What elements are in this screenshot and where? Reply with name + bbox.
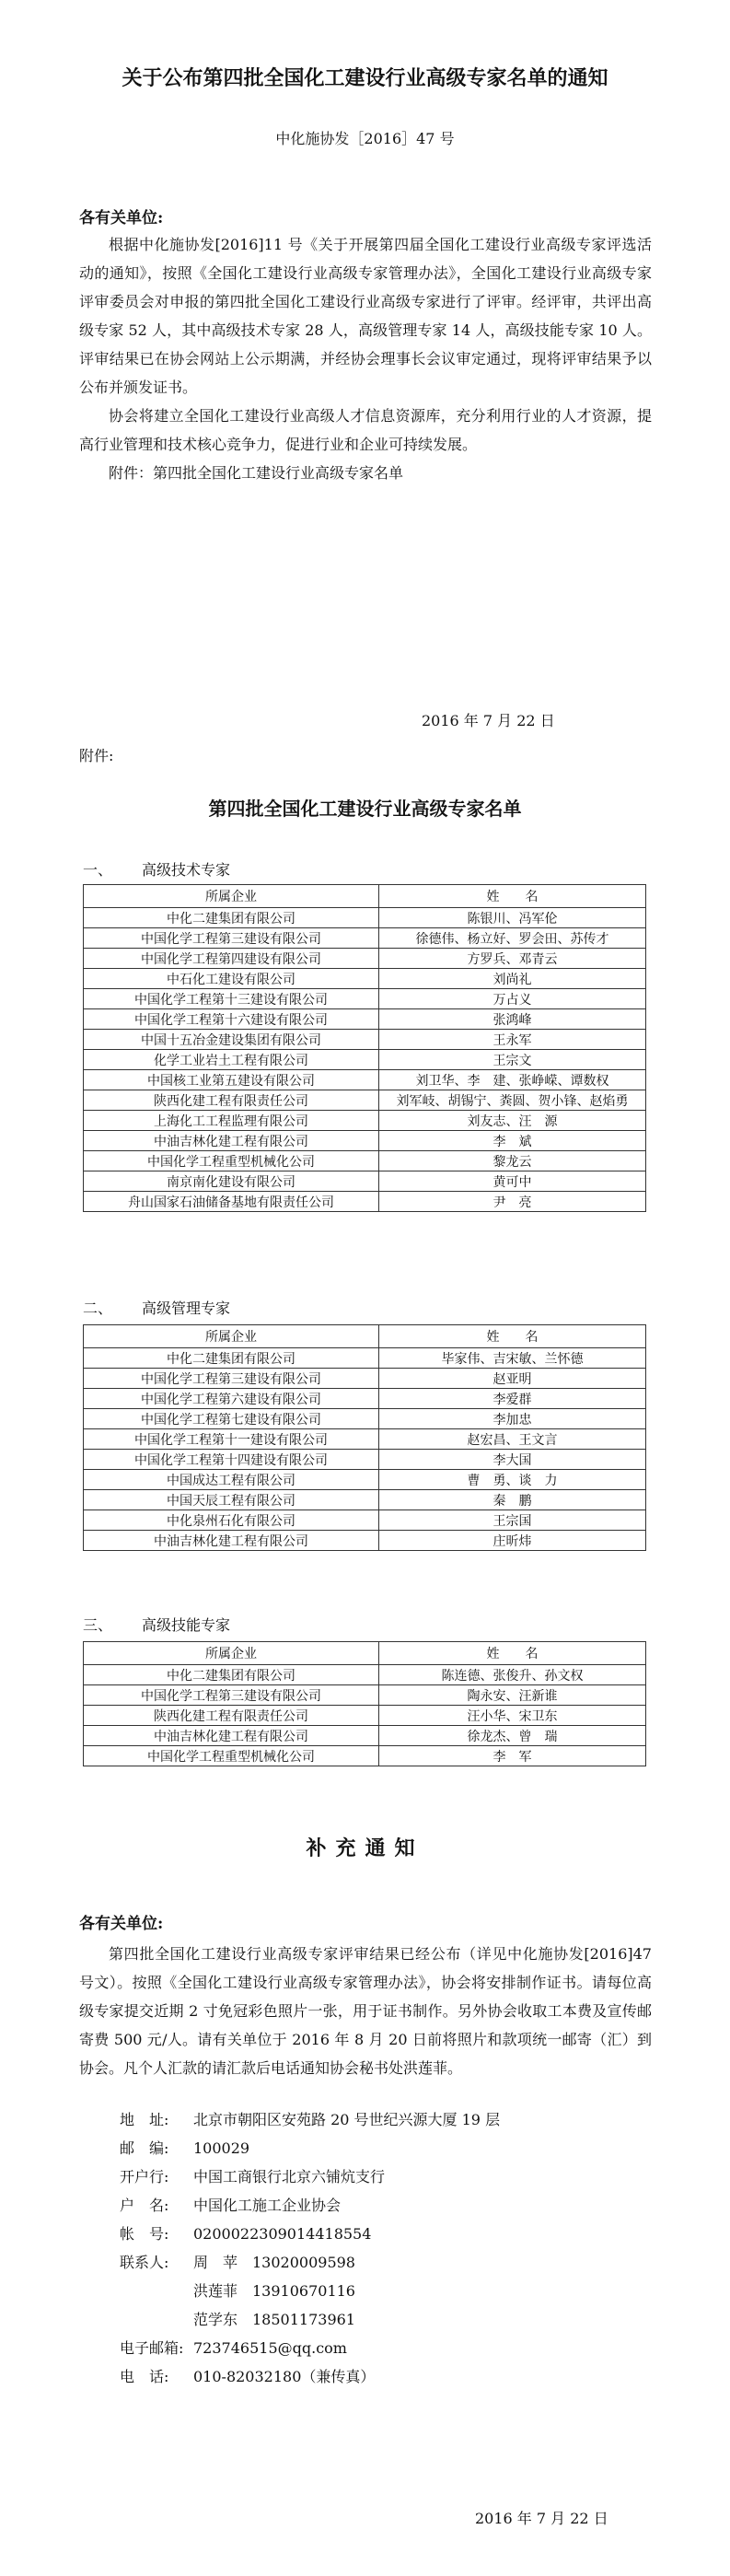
table-row: [84, 1665, 646, 1685]
table-header-row: [84, 1325, 646, 1348]
table-row: [84, 1131, 646, 1151]
table-row: [84, 1369, 646, 1389]
supplement-date: 2016 年 7 月 22 日: [475, 2510, 608, 2527]
table-header-row: [84, 885, 646, 908]
notice-salutation: 各有关单位:: [79, 209, 164, 227]
company-cell: 南京南化建设有限公司: [84, 1171, 379, 1192]
section-technical-heading: [83, 858, 230, 880]
company-cell: 中化二建集团有限公司: [84, 1665, 379, 1685]
contact-value: 洪莲菲 13910670116: [193, 2282, 355, 2300]
expert-names-cell: 黄可中: [379, 1171, 646, 1192]
notice-paragraph-1: 根据中化施协发[2016]11 号《关于开展第四届全国化工建设行业高级专家评选活动的通知》，按照《全国化工建设行业高级专家管理办法》，全国化工建设行业高级专家评审委员会对申报的第四批全国化工建设行业高级专家进行了评审。经评审，共评出高级专家 52 人，其中高级技术专家 28 人，高级管理专家 14 人，高级技能专家 10 人。评审结果已在协会网站上公示期满，并经协会理事长会议审定通过，现将评审结果予以公布并颁发证书。: [79, 236, 652, 396]
expert-names-cell: 刘卫华、李 建、张峥嵘、谭数权: [379, 1070, 646, 1090]
table-row: [84, 1470, 646, 1490]
notice-paragraph-2: 协会将建立全国化工建设行业高级人才信息资源库，充分利用行业的人才资源，提高行业管理和技术核心竞争力，促进行业和企业可持续发展。: [79, 407, 652, 453]
contact-value: 周 苹 13020009598: [193, 2254, 355, 2271]
expert-names-cell: 陈连德、张俊升、孙文权: [379, 1665, 646, 1685]
section-number: 三、: [83, 1616, 113, 1634]
contact-key: 开户行:: [120, 2168, 169, 2186]
table-row: [84, 1450, 646, 1470]
attachment-label: 附件:: [79, 747, 114, 764]
column-header-company: 所属企业: [84, 1642, 379, 1665]
company-cell: 陕西化建工程有限责任公司: [84, 1090, 379, 1111]
expert-names-cell: 李爱群: [379, 1389, 646, 1409]
column-header-company: 所属企业: [84, 885, 379, 908]
expert-names-cell: 赵亚明: [379, 1369, 646, 1389]
expert-names-cell: 尹 亮: [379, 1192, 646, 1212]
technical-experts-table: [83, 884, 646, 1212]
contact-row: [120, 2134, 500, 2162]
expert-names-cell: 陈银川、冯军伦: [379, 908, 646, 928]
company-cell: 中国化学工程第六建设有限公司: [84, 1389, 379, 1409]
contact-row: [120, 2305, 500, 2334]
company-cell: 中国化学工程第十六建设有限公司: [84, 1009, 379, 1030]
expert-names-cell: 李加忠: [379, 1409, 646, 1429]
expert-names-cell: 徐德伟、杨立好、罗会田、苏传才: [379, 928, 646, 949]
section-name: 高级技术专家: [142, 861, 231, 879]
table-row: [84, 969, 646, 989]
table-row: [84, 1429, 646, 1450]
company-cell: 中国化学工程重型机械化公司: [84, 1746, 379, 1766]
table-row: [84, 1685, 646, 1706]
supplement-title: 补充通知: [306, 1836, 424, 1860]
contact-row: [120, 2105, 500, 2134]
contact-row: [120, 2277, 500, 2305]
company-cell: 中国化学工程第十一建设有限公司: [84, 1429, 379, 1450]
company-cell: 中国化学工程第三建设有限公司: [84, 928, 379, 949]
company-cell: 中化二建集团有限公司: [84, 908, 379, 928]
company-cell: 中国化学工程第四建设有限公司: [84, 949, 379, 969]
table-header-row: [84, 1642, 646, 1665]
table-row: [84, 1192, 646, 1212]
contact-value: 100029: [193, 2139, 250, 2157]
contact-value: 北京市朝阳区安苑路 20 号世纪兴源大厦 19 层: [193, 2111, 501, 2128]
column-header-company: 所属企业: [84, 1325, 379, 1348]
notice-date: 2016 年 7 月 22 日: [422, 712, 555, 729]
table-row: [84, 1009, 646, 1030]
notice-attachment-ref: 附件：第四批全国化工建设行业高级专家名单: [109, 464, 404, 482]
expert-names-cell: 毕家伟、吉宋敏、兰怀德: [379, 1348, 646, 1369]
company-cell: 中国十五冶金建设集团有限公司: [84, 1030, 379, 1050]
contact-value: 范学东 18501173961: [193, 2311, 355, 2328]
expert-names-cell: 方罗兵、邓青云: [379, 949, 646, 969]
table-row: [84, 1389, 646, 1409]
company-cell: 上海化工工程监理有限公司: [84, 1111, 379, 1131]
expert-names-cell: 赵宏昌、王文言: [379, 1429, 646, 1450]
company-cell: 中化泉州石化有限公司: [84, 1510, 379, 1531]
expert-names-cell: 李 军: [379, 1746, 646, 1766]
company-cell: 化学工业岩土工程有限公司: [84, 1050, 379, 1070]
section-management-heading: [83, 1297, 230, 1318]
table-row: [84, 989, 646, 1009]
supplement-salutation: 各有关单位:: [79, 1915, 164, 1933]
table-row: [84, 1726, 646, 1746]
company-cell: 中油吉林化建工程有限公司: [84, 1726, 379, 1746]
section-number: 二、: [83, 1300, 113, 1317]
company-cell: 中国化学工程第三建设有限公司: [84, 1685, 379, 1706]
company-cell: 中油吉林化建工程有限公司: [84, 1531, 379, 1551]
table-row: [84, 928, 646, 949]
contact-value: 中国化工施工企业协会: [193, 2197, 342, 2214]
table-row: [84, 1050, 646, 1070]
expert-names-cell: 秦 鹏: [379, 1490, 646, 1510]
contact-row: [120, 2191, 500, 2220]
contact-key: 电 话:: [120, 2368, 169, 2385]
column-header-name: 姓 名: [379, 1325, 646, 1348]
attachment-title: 第四批全国化工建设行业高级专家名单: [208, 798, 522, 820]
contact-info: [120, 2105, 500, 2391]
expert-names-cell: 王宗文: [379, 1050, 646, 1070]
company-cell: 中国成达工程有限公司: [84, 1470, 379, 1490]
skill-experts-table: [83, 1641, 646, 1766]
company-cell: 中国化学工程第三建设有限公司: [84, 1369, 379, 1389]
table-row: [84, 1111, 646, 1131]
table-row: [84, 1090, 646, 1111]
contact-row: [120, 2362, 500, 2391]
table-row: [84, 1510, 646, 1531]
notice-body: [79, 230, 652, 487]
table-row: [84, 1490, 646, 1510]
contact-key: 电子邮箱:: [120, 2339, 184, 2357]
contact-value: 010-82032180（兼传真）: [193, 2368, 376, 2385]
expert-names-cell: 李大国: [379, 1450, 646, 1470]
company-cell: 中油吉林化建工程有限公司: [84, 1131, 379, 1151]
section-number: 一、: [83, 861, 113, 879]
contact-key: 联系人:: [120, 2254, 169, 2271]
contact-row: [120, 2220, 500, 2248]
contact-value: 0200022309014418554: [193, 2225, 372, 2243]
doc-number: 中化施协发［2016］47 号: [275, 130, 455, 147]
section-skill-heading: [83, 1614, 230, 1635]
company-cell: 陕西化建工程有限责任公司: [84, 1706, 379, 1726]
contact-key: 邮 编:: [120, 2139, 169, 2157]
supplement-body: [79, 1940, 652, 2082]
column-header-name: 姓 名: [379, 885, 646, 908]
expert-names-cell: 刘尚礼: [379, 969, 646, 989]
contact-row: [120, 2334, 500, 2362]
contact-row: [120, 2248, 500, 2277]
supplement-paragraph: 第四批全国化工建设行业高级专家评审结果已经公布（详见中化施协发[2016]47 号文）。按照《全国化工建设行业高级专家管理办法》，协会将安排制作证书。请每位高级专家提交近期 2 寸免冠彩色照片一张，用于证书制作。另外协会收取工本费及宣传邮寄费 500 元/人。请有关单位于 2016 年 8 月 20 日前将照片和款项统一邮寄（汇）到协会。凡个人汇款的请汇款后电话通知协会秘书处洪莲菲。: [79, 1945, 652, 2077]
contact-key: 户 名:: [120, 2197, 169, 2214]
table-row: [84, 1409, 646, 1429]
company-cell: 舟山国家石油储备基地有限责任公司: [84, 1192, 379, 1212]
table-row: [84, 1030, 646, 1050]
expert-names-cell: 刘友志、汪 源: [379, 1111, 646, 1131]
table-row: [84, 1706, 646, 1726]
notice-title: 关于公布第四批全国化工建设行业高级专家名单的通知: [122, 66, 608, 90]
company-cell: 中石化工建设有限公司: [84, 969, 379, 989]
company-cell: 中国核工业第五建设有限公司: [84, 1070, 379, 1090]
expert-names-cell: 李 斌: [379, 1131, 646, 1151]
expert-names-cell: 王宗国: [379, 1510, 646, 1531]
expert-names-cell: 徐龙杰、曾 瑞: [379, 1726, 646, 1746]
expert-names-cell: 黎龙云: [379, 1151, 646, 1171]
expert-names-cell: 曹 勇、谈 力: [379, 1470, 646, 1490]
company-cell: 中国天辰工程有限公司: [84, 1490, 379, 1510]
management-experts-table: [83, 1324, 646, 1551]
column-header-name: 姓 名: [379, 1642, 646, 1665]
expert-names-cell: 陶永安、汪新谁: [379, 1685, 646, 1706]
expert-names-cell: 庄昕炜: [379, 1531, 646, 1551]
section-name: 高级管理专家: [142, 1300, 231, 1317]
table-row: [84, 1171, 646, 1192]
expert-names-cell: 汪小华、宋卫东: [379, 1706, 646, 1726]
table-row: [84, 908, 646, 928]
expert-names-cell: 张鸿峰: [379, 1009, 646, 1030]
table-row: [84, 949, 646, 969]
company-cell: 中国化学工程第十四建设有限公司: [84, 1450, 379, 1470]
company-cell: 中国化学工程第十三建设有限公司: [84, 989, 379, 1009]
contact-value: 723746515@qq.com: [193, 2339, 347, 2357]
table-row: [84, 1746, 646, 1766]
contact-row: [120, 2162, 500, 2191]
expert-names-cell: 王永军: [379, 1030, 646, 1050]
table-row: [84, 1151, 646, 1171]
company-cell: 中化二建集团有限公司: [84, 1348, 379, 1369]
table-row: [84, 1531, 646, 1551]
company-cell: 中国化学工程第七建设有限公司: [84, 1409, 379, 1429]
expert-names-cell: 万占义: [379, 989, 646, 1009]
contact-key: 地 址:: [120, 2111, 169, 2128]
expert-names-cell: 刘军岐、胡锡宁、粪圆、贺小锋、赵焰勇: [379, 1090, 646, 1111]
company-cell: 中国化学工程重型机械化公司: [84, 1151, 379, 1171]
section-name: 高级技能专家: [142, 1616, 231, 1634]
table-row: [84, 1348, 646, 1369]
contact-value: 中国工商银行北京六铺炕支行: [193, 2168, 386, 2186]
table-row: [84, 1070, 646, 1090]
contact-key: 帐 号:: [120, 2225, 169, 2243]
